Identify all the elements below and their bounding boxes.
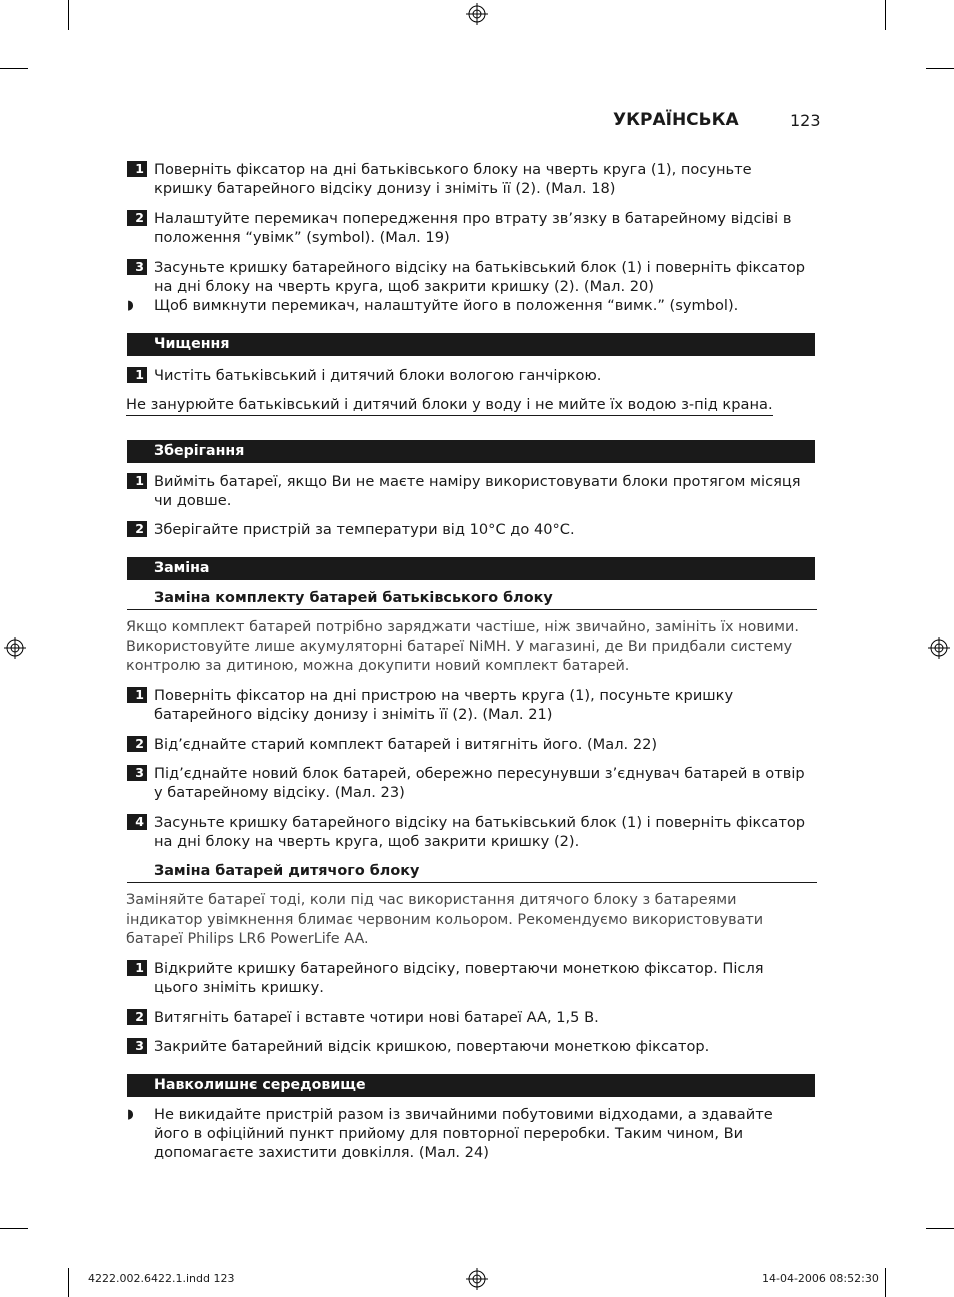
step-text: Під’єднайте новий блок батарей, обережно пересунувши з’єднувач батарей в отвір у батарейному відсіку. (Мал. 23) xyxy=(154,765,805,801)
step-number: 4 xyxy=(127,814,147,830)
bullet-icon: ◗ xyxy=(127,1107,134,1122)
step-number: 1 xyxy=(127,687,147,703)
step-number: 2 xyxy=(127,210,147,226)
warning-note: Не занурюйте батьківський і дитячий блоки у воду і не мийте їх водою з-під крана. xyxy=(126,395,773,416)
step-number: 3 xyxy=(127,1038,147,1054)
step-text: Витягніть батареї і вставте чотири нові батареї AA, 1,5 В. xyxy=(154,1009,599,1026)
step-text: Вийміть батареї, якщо Ви не маєте наміру використовувати блоки протягом місяця чи довше. xyxy=(154,473,801,509)
step-number: 2 xyxy=(127,1009,147,1025)
section-heading: Навколишнє середовище xyxy=(127,1074,815,1097)
list-item xyxy=(127,1105,807,1162)
intro-paragraph: Якщо комплект батарей потрібно заряджати частіше, ніж звичайно, замініть їх новими. Використовуйте лише акумуляторні батареї NiMH. У магазині, де Ви придбали систему контролю за дитиною, можна докупити новий комплект батарей. xyxy=(126,619,799,674)
list-item xyxy=(127,366,807,385)
intro-paragraph: Заміняйте батареї тоді, коли під час використання дитячого блоку з батареями індикатор увімкнення блимає червоним кольором. Рекомендуємо використовувати батареї Philips LR6 PowerLife AA. xyxy=(126,892,764,947)
step-number: 1 xyxy=(127,367,147,383)
page-number: 123 xyxy=(790,111,821,130)
section-heading: Чищення xyxy=(127,333,815,356)
registration-mark-icon xyxy=(4,637,26,659)
crop-mark xyxy=(0,1228,28,1229)
list-item xyxy=(127,520,807,539)
crop-mark xyxy=(926,68,954,69)
list-item xyxy=(127,813,807,851)
step-text: Від’єднайте старий комплект батарей і витягніть його. (Мал. 22) xyxy=(154,736,658,753)
list-item xyxy=(127,472,807,510)
step-text: Закрийте батарейний відсік кришкою, повертаючи монеткою фіксатор. xyxy=(154,1038,710,1055)
step-text: Налаштуйте перемикач попередження про втрату зв’язку в батарейному відсіві в положення “увімк” (symbol). (Мал. 19) xyxy=(154,210,792,246)
crop-mark xyxy=(885,1268,886,1297)
registration-mark-icon xyxy=(928,637,950,659)
list-item xyxy=(127,209,807,247)
crop-mark xyxy=(0,68,28,69)
list-item xyxy=(127,1008,807,1027)
subsection-heading: Заміна комплекту батарей батьківського блоку xyxy=(127,588,817,610)
list-item xyxy=(127,160,807,198)
step-number: 1 xyxy=(127,161,147,177)
subsection-heading: Заміна батарей дитячого блоку xyxy=(127,861,817,883)
crop-mark xyxy=(926,1228,954,1229)
step-number: 2 xyxy=(127,521,147,537)
registration-mark-icon xyxy=(466,3,488,25)
crop-mark xyxy=(68,0,69,30)
step-number: 3 xyxy=(127,259,147,275)
section-heading: Заміна xyxy=(127,557,815,580)
list-item xyxy=(127,686,807,724)
registration-mark-icon xyxy=(466,1268,488,1290)
step-text: Поверніть фіксатор на дні батьківського блоку на чверть круга (1), посуньте кришку батарейного відсіку донизу і зніміть її (2). (Мал. 18) xyxy=(154,161,752,197)
list-item xyxy=(127,258,807,296)
footer-datetime: 14-04-2006 08:52:30 xyxy=(762,1272,879,1285)
list-item xyxy=(127,296,807,315)
crop-mark xyxy=(68,1268,69,1297)
step-text: Засуньте кришку батарейного відсіку на батьківський блок (1) і поверніть фіксатор на дні блоку на чверть круга, щоб закрити кришку (2). (Мал. 20) xyxy=(154,259,806,295)
step-text: Відкрийте кришку батарейного відсіку, повертаючи монеткою фіксатор. Після цього зніміть кришку. xyxy=(154,960,764,996)
section-heading: Зберігання xyxy=(127,440,815,463)
list-item xyxy=(127,1037,807,1056)
page-section-title: УКРАЇНСЬКА xyxy=(613,110,739,130)
step-number: 3 xyxy=(127,765,147,781)
footer-file: 4222.002.6422.1.indd 123 xyxy=(88,1272,235,1285)
step-number: 2 xyxy=(127,736,147,752)
step-text: Чистіть батьківський і дитячий блоки вологою ганчіркою. xyxy=(154,367,602,384)
list-item xyxy=(127,764,807,802)
step-text: Зберігайте пристрій за температури від 10°C до 40°C. xyxy=(154,521,575,538)
step-number: 1 xyxy=(127,473,147,489)
bullet-text: Не викидайте пристрій разом із звичайними побутовими відходами, а здавайте його в офіційний пункт прийому для повторної переробки. Таким чином, Ви допомагаєте захистити довкілля. (Мал. 24) xyxy=(154,1106,773,1161)
list-item xyxy=(127,735,807,754)
bullet-text: Щоб вимкнути перемикач, налаштуйте його в положення “вимк.” (symbol). xyxy=(154,297,739,314)
bullet-icon: ◗ xyxy=(127,298,134,313)
step-text: Засуньте кришку батарейного відсіку на батьківський блок (1) і поверніть фіксатор на дні блоку на чверть круга, щоб закрити кришку (2). xyxy=(154,814,806,850)
step-number: 1 xyxy=(127,960,147,976)
list-item xyxy=(127,959,807,997)
step-text: Поверніть фіксатор на дні пристрою на чверть круга (1), посуньте кришку батарейного відсіку донизу і зніміть її (2). (Мал. 21) xyxy=(154,687,734,723)
crop-mark xyxy=(885,0,886,30)
